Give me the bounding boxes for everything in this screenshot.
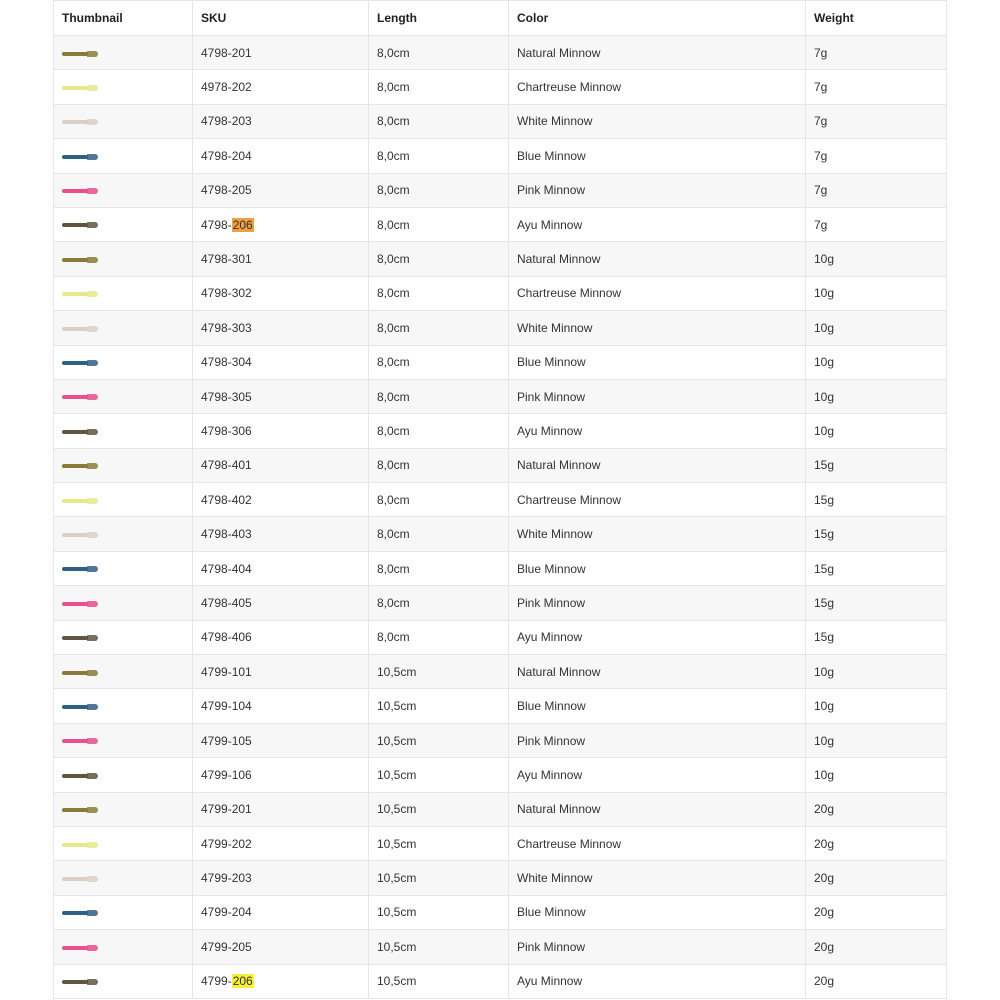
thumbnail-cell [54,276,193,310]
lure-white-icon[interactable] [62,876,98,882]
color-cell: Blue Minnow [509,551,806,585]
weight-cell: 10g [806,242,947,276]
length-cell: 8,0cm [369,104,509,138]
length-cell: 8,0cm [369,70,509,104]
sku-cell: 4799-205 [193,930,369,964]
color-cell: Blue Minnow [509,689,806,723]
sku-cell: 4798-201 [193,36,369,70]
table-row[interactable] [54,379,947,413]
length-cell: 10,5cm [369,895,509,929]
color-cell: Ayu Minnow [509,758,806,792]
weight-cell: 15g [806,620,947,654]
thumbnail-cell [54,379,193,413]
length-cell: 10,5cm [369,861,509,895]
header-row [54,1,947,36]
length-cell: 8,0cm [369,345,509,379]
color-cell: Chartreuse Minnow [509,826,806,860]
table-row[interactable] [54,758,947,792]
lure-chartreuse-icon[interactable] [62,291,98,297]
table-row[interactable] [54,689,947,723]
lure-white-icon[interactable] [62,326,98,332]
lure-natural-icon[interactable] [62,51,98,57]
table-row[interactable] [54,792,947,826]
table-row[interactable] [54,930,947,964]
color-cell: Blue Minnow [509,139,806,173]
header-length[interactable]: Length [369,1,509,36]
color-cell: White Minnow [509,861,806,895]
color-cell: Chartreuse Minnow [509,483,806,517]
lure-ayu-icon[interactable] [62,635,98,641]
length-cell: 8,0cm [369,276,509,310]
thumbnail-cell [54,792,193,826]
color-cell: Blue Minnow [509,895,806,929]
sku-cell: 4798-302 [193,276,369,310]
weight-cell: 15g [806,448,947,482]
sku-cell: 4798-203 [193,104,369,138]
table-row[interactable] [54,70,947,104]
length-cell: 8,0cm [369,586,509,620]
lure-chartreuse-icon[interactable] [62,85,98,91]
color-cell: Ayu Minnow [509,620,806,654]
sku-cell: 4799-106 [193,758,369,792]
thumbnail-cell [54,207,193,241]
weight-cell: 10g [806,414,947,448]
sku-highlight: 206 [232,974,253,989]
length-cell: 10,5cm [369,792,509,826]
table-row[interactable] [54,276,947,310]
thumbnail-cell [54,414,193,448]
table-row[interactable] [54,242,947,276]
sku-cell: 4798-405 [193,586,369,620]
header-color[interactable]: Color [509,1,806,36]
lure-blue-icon[interactable] [62,704,98,710]
table-row[interactable] [54,826,947,860]
lure-white-icon[interactable] [62,119,98,125]
length-cell: 8,0cm [369,311,509,345]
weight-cell: 15g [806,586,947,620]
thumbnail-cell [54,930,193,964]
table-row[interactable] [54,345,947,379]
sku-cell: 4798-403 [193,517,369,551]
sku-cell: 4799-101 [193,655,369,689]
color-cell: Ayu Minnow [509,414,806,448]
lure-pink-icon[interactable] [62,945,98,951]
color-cell: Chartreuse Minnow [509,70,806,104]
table-row[interactable] [54,173,947,207]
color-cell: Pink Minnow [509,173,806,207]
header-thumbnail[interactable]: Thumbnail [54,1,193,36]
sku-cell: 4799-204 [193,895,369,929]
color-cell: Natural Minnow [509,36,806,70]
sku-cell: 4799-201 [193,792,369,826]
thumbnail-cell [54,483,193,517]
table-header [54,1,947,36]
sku-cell: 4978-202 [193,70,369,104]
weight-cell: 20g [806,826,947,860]
weight-cell: 10g [806,379,947,413]
product-variant-table [53,0,947,999]
color-cell: Natural Minnow [509,655,806,689]
lure-natural-icon[interactable] [62,257,98,263]
weight-cell: 7g [806,207,947,241]
color-cell: White Minnow [509,517,806,551]
thumbnail-cell [54,861,193,895]
color-cell: Natural Minnow [509,792,806,826]
length-cell: 10,5cm [369,758,509,792]
weight-cell: 7g [806,173,947,207]
weight-cell: 15g [806,483,947,517]
color-cell: Natural Minnow [509,242,806,276]
weight-cell: 10g [806,723,947,757]
length-cell: 8,0cm [369,551,509,585]
header-sku[interactable]: SKU [193,1,369,36]
length-cell: 10,5cm [369,930,509,964]
table-row[interactable] [54,551,947,585]
sku-cell: 4798-301 [193,242,369,276]
thumbnail-cell [54,723,193,757]
table-row[interactable] [54,861,947,895]
color-cell: Pink Minnow [509,930,806,964]
color-cell: Ayu Minnow [509,964,806,998]
thumbnail-cell [54,173,193,207]
sku-cell: 4798-404 [193,551,369,585]
weight-cell: 10g [806,758,947,792]
length-cell: 8,0cm [369,414,509,448]
lure-pink-icon[interactable] [62,394,98,400]
weight-cell: 10g [806,276,947,310]
lure-natural-icon[interactable] [62,463,98,469]
weight-cell: 20g [806,930,947,964]
length-cell: 10,5cm [369,689,509,723]
lure-pink-icon[interactable] [62,188,98,194]
sku-cell: 4798-303 [193,311,369,345]
weight-cell: 20g [806,895,947,929]
table-row[interactable] [54,483,947,517]
color-cell: Ayu Minnow [509,207,806,241]
length-cell: 8,0cm [369,173,509,207]
thumbnail-cell [54,448,193,482]
lure-pink-icon[interactable] [62,601,98,607]
length-cell: 8,0cm [369,483,509,517]
length-cell: 8,0cm [369,620,509,654]
weight-cell: 7g [806,36,947,70]
sku-cell: 4798-402 [193,483,369,517]
table-row[interactable] [54,723,947,757]
thumbnail-cell [54,104,193,138]
sku-cell: 4799-203 [193,861,369,895]
table-row[interactable] [54,655,947,689]
weight-cell: 7g [806,104,947,138]
sku-prefix: 4798- [201,217,232,232]
product-variant-table-container [53,0,946,999]
weight-cell: 10g [806,655,947,689]
sku-cell: 4799-104 [193,689,369,723]
sku-cell: 4798-304 [193,345,369,379]
table-row[interactable] [54,895,947,929]
table-row[interactable] [54,139,947,173]
thumbnail-cell [54,70,193,104]
color-cell: Blue Minnow [509,345,806,379]
weight-cell: 15g [806,551,947,585]
weight-cell: 10g [806,345,947,379]
thumbnail-cell [54,655,193,689]
sku-cell: 4798-306 [193,414,369,448]
lure-blue-icon[interactable] [62,154,98,160]
length-cell: 8,0cm [369,448,509,482]
table-row[interactable] [54,620,947,654]
weight-cell: 15g [806,517,947,551]
sku-cell [193,964,369,998]
lure-chartreuse-icon[interactable] [62,842,98,848]
table-row[interactable] [54,104,947,138]
length-cell: 10,5cm [369,826,509,860]
color-cell: Natural Minnow [509,448,806,482]
thumbnail-cell [54,895,193,929]
weight-cell: 20g [806,964,947,998]
lure-ayu-icon[interactable] [62,773,98,779]
thumbnail-cell [54,517,193,551]
lure-ayu-icon[interactable] [62,429,98,435]
length-cell: 8,0cm [369,379,509,413]
table-row[interactable] [54,586,947,620]
color-cell: Pink Minnow [509,379,806,413]
color-cell: Pink Minnow [509,723,806,757]
color-cell: Chartreuse Minnow [509,276,806,310]
table-row[interactable] [54,311,947,345]
length-cell: 10,5cm [369,964,509,998]
sku-cell [193,207,369,241]
sku-cell: 4799-202 [193,826,369,860]
table-body [54,36,947,999]
lure-blue-icon[interactable] [62,360,98,366]
weight-cell: 20g [806,861,947,895]
table-row[interactable] [54,448,947,482]
thumbnail-cell [54,242,193,276]
thumbnail-cell [54,758,193,792]
sku-prefix: 4799- [201,974,232,989]
thumbnail-cell [54,826,193,860]
weight-cell: 10g [806,311,947,345]
weight-cell: 10g [806,689,947,723]
length-cell: 10,5cm [369,655,509,689]
table-row[interactable] [54,36,947,70]
lure-chartreuse-icon[interactable] [62,498,98,504]
length-cell: 8,0cm [369,36,509,70]
lure-pink-icon[interactable] [62,738,98,744]
color-cell: Pink Minnow [509,586,806,620]
weight-cell: 7g [806,139,947,173]
length-cell: 8,0cm [369,242,509,276]
header-weight[interactable]: Weight [806,1,947,36]
length-cell: 10,5cm [369,723,509,757]
lure-blue-icon[interactable] [62,910,98,916]
thumbnail-cell [54,139,193,173]
length-cell: 8,0cm [369,517,509,551]
weight-cell: 7g [806,70,947,104]
sku-cell: 4798-204 [193,139,369,173]
lure-natural-icon[interactable] [62,670,98,676]
color-cell: White Minnow [509,104,806,138]
color-cell: White Minnow [509,311,806,345]
table-row[interactable] [54,207,947,241]
sku-cell: 4798-401 [193,448,369,482]
thumbnail-cell [54,36,193,70]
length-cell: 8,0cm [369,207,509,241]
table-row[interactable] [54,517,947,551]
lure-ayu-icon[interactable] [62,979,98,985]
thumbnail-cell [54,586,193,620]
thumbnail-cell [54,620,193,654]
thumbnail-cell [54,551,193,585]
sku-cell: 4799-105 [193,723,369,757]
thumbnail-cell [54,345,193,379]
thumbnail-cell [54,689,193,723]
thumbnail-cell [54,964,193,998]
sku-cell: 4798-406 [193,620,369,654]
lure-blue-icon[interactable] [62,566,98,572]
sku-highlight: 206 [232,217,253,232]
sku-cell: 4798-305 [193,379,369,413]
table-row[interactable] [54,414,947,448]
thumbnail-cell [54,311,193,345]
lure-ayu-icon[interactable] [62,222,98,228]
table-row[interactable] [54,964,947,998]
length-cell: 8,0cm [369,139,509,173]
sku-cell: 4798-205 [193,173,369,207]
weight-cell: 20g [806,792,947,826]
lure-white-icon[interactable] [62,532,98,538]
lure-natural-icon[interactable] [62,807,98,813]
